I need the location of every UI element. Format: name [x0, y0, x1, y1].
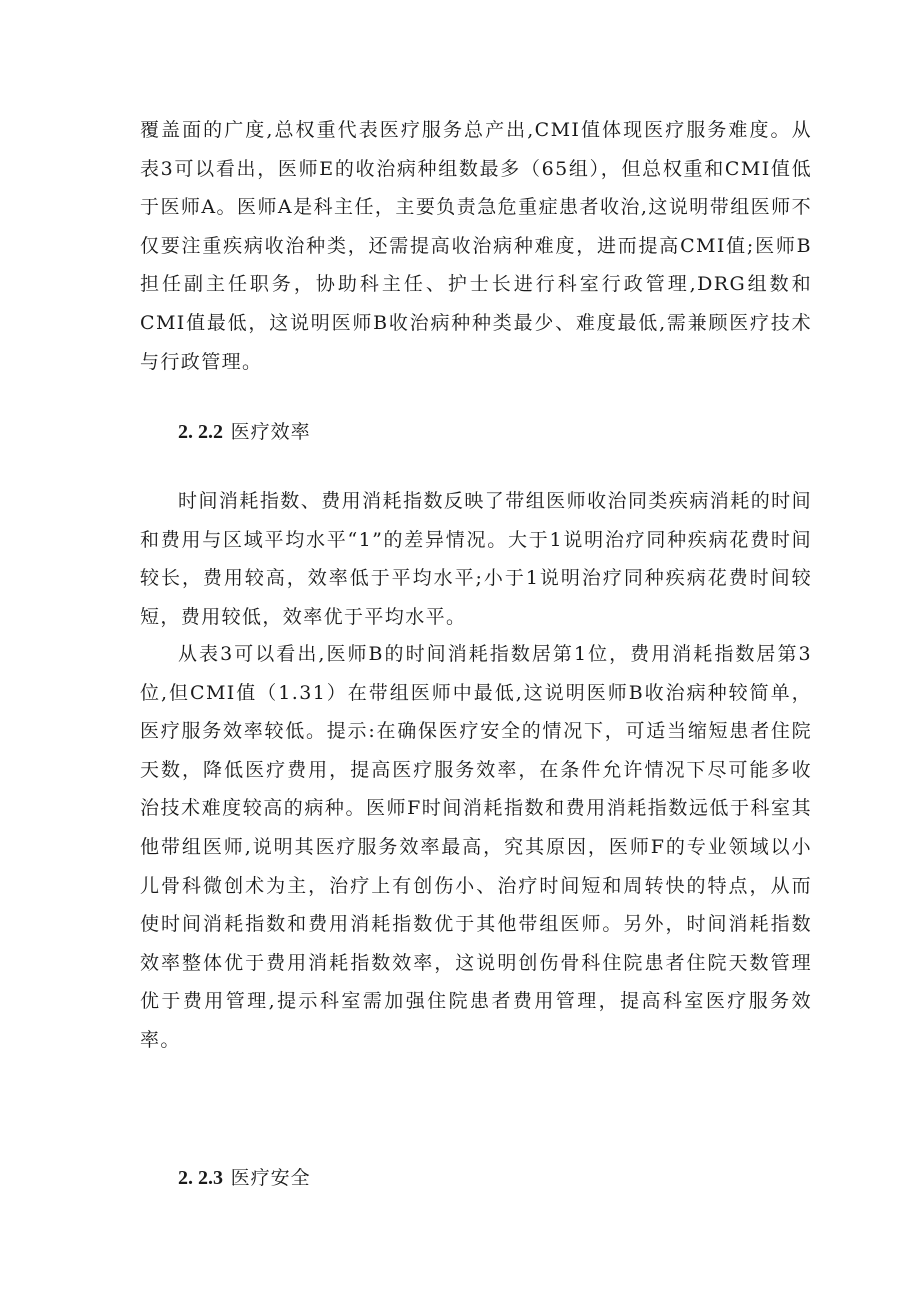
paragraph-service-scope: 覆盖面的广度,总权重代表医疗服务总产出,CMI值体现医疗服务难度。从表3可以看出，医师E的收治病种组数最多（65组），但总权重和CMI值低于医师A。医师A是科主任，主要负责急危重症患者收治,这说明带组医师不仅要注重疾病收治种类，还需提高收治病种难度，进而提高CMI值;医师B担任副主任职务，协助科主任、护士长进行科室行政管理,DRG组数和CMI值最低，这说明医师B收治病种种类最少、难度最低,需兼顾医疗技术与行政管理。 — [140, 119, 812, 373]
section-heading-medical-safety — [178, 1163, 311, 1193]
section-title: 医疗效率 — [230, 421, 311, 443]
section-heading-medical-efficiency — [178, 417, 311, 447]
section-title: 医疗安全 — [230, 1167, 311, 1189]
section-number: 2. 2.3 — [178, 1167, 223, 1189]
section-number: 2. 2.2 — [178, 421, 223, 443]
paragraph-physician-analysis: 从表3可以看出,医师B的时间消耗指数居第1位，费用消耗指数居第3位,但CMI值（1.31）在带组医师中最低,这说明医师B收治病种较简单，医疗服务效率较低。提示:在确保医疗安全的情况下，可适当缩短患者住院天数，降低医疗费用，提高医疗服务效率，在条件允许情况下尽可能多收治技术难度较高的病种。医师F时间消耗指数和费用消耗指数远低于科室其他带组医师,说明其医疗服务效率最高，究其原因，医师F的专业领域以小儿骨科微创术为主，治疗上有创伤小、治疗时间短和周转快的特点，从而使时间消耗指数和费用消耗指数优于其他带组医师。另外，时间消耗指数效率整体优于费用消耗指数效率，这说明创伤骨科住院患者住院天数管理优于费用管理,提示科室需加强住院患者费用管理，提高科室医疗服务效率。 — [140, 643, 812, 1051]
paragraph-consumption-index: 时间消耗指数、费用消耗指数反映了带组医师收治同类疾病消耗的时间和费用与区域平均水平“1”的差异情况。大于1说明治疗同种疾病花费时间较长，费用较高，效率低于平均水平;小于1说明治疗同种疾病花费时间较短，费用较低，效率优于平均水平。 — [140, 490, 812, 628]
